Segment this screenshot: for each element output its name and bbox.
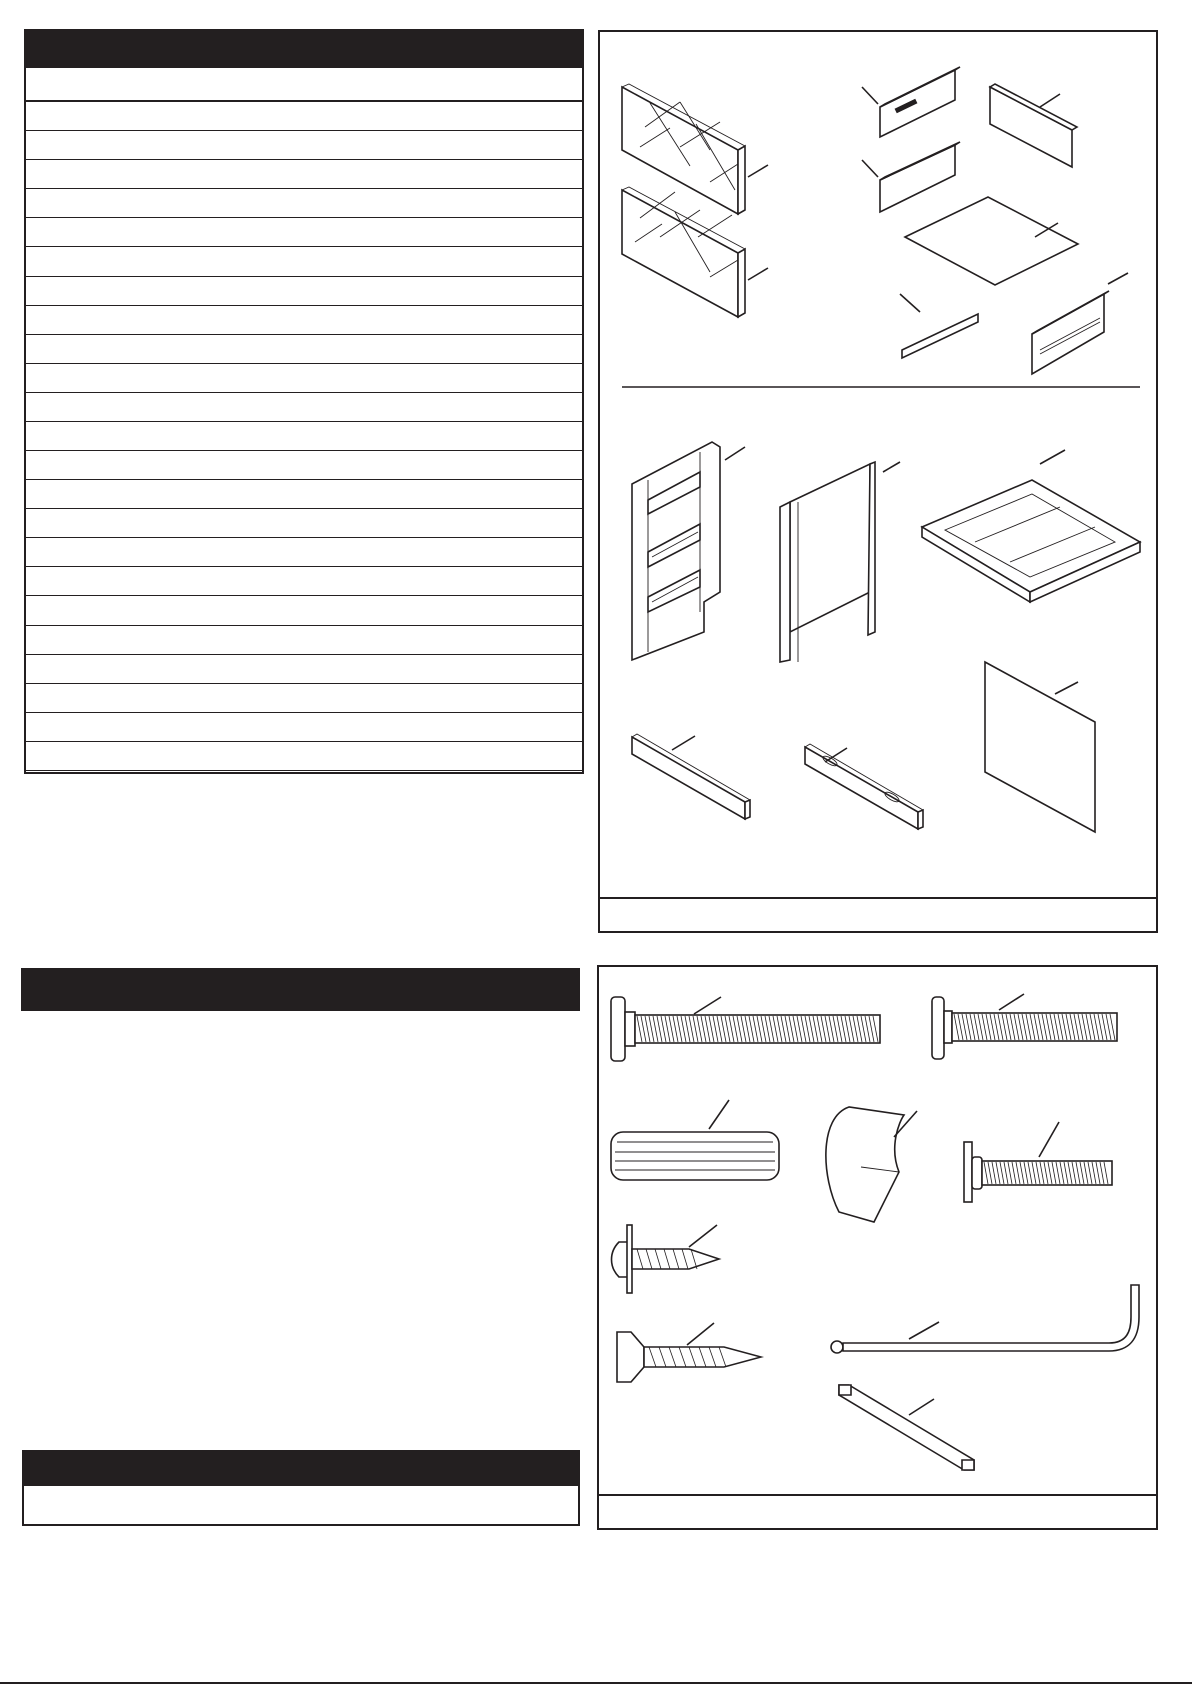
short-bolt-washer <box>964 1142 1112 1202</box>
arrow-n <box>1055 682 1078 694</box>
table-row <box>26 567 582 596</box>
cam-clip <box>826 1107 904 1222</box>
arrow-d <box>862 160 878 177</box>
back-panel <box>985 662 1095 832</box>
table-row <box>26 102 582 131</box>
drawer-slat <box>902 314 978 358</box>
parts-diagram-panel <box>598 30 1158 933</box>
arrow-j <box>883 462 900 472</box>
allen-key <box>831 1285 1139 1353</box>
arrow-i <box>725 447 745 460</box>
table-row <box>26 277 582 306</box>
drawer-bottom <box>905 197 1078 285</box>
table-row <box>26 742 582 771</box>
parts-list-column-header <box>26 68 582 102</box>
long-bolt <box>611 997 880 1061</box>
arrow-short-bolt <box>1039 1122 1059 1157</box>
arrow-e <box>1040 94 1060 107</box>
drawer-handle <box>839 1385 974 1470</box>
medium-bolt <box>932 997 1117 1059</box>
arrow-a <box>748 165 768 177</box>
table-row <box>26 189 582 218</box>
drawer-back <box>990 84 1077 167</box>
arrow-handle <box>909 1399 934 1415</box>
arrow-allen-key <box>909 1322 939 1339</box>
wooden-dowel <box>611 1132 779 1180</box>
arrow-small-screw <box>689 1225 717 1247</box>
wood-screw <box>617 1332 761 1382</box>
parts-list-header-bar <box>26 31 582 68</box>
table-row <box>26 131 582 160</box>
arrow-bolt-long <box>694 997 721 1014</box>
notice-box <box>22 1484 580 1526</box>
table-row <box>26 306 582 335</box>
parts-list-table <box>24 29 584 774</box>
table-row <box>26 451 582 480</box>
stretcher-rail-b <box>805 744 923 829</box>
arrow-k <box>1040 450 1065 464</box>
drawer-front-lower <box>880 142 960 212</box>
table-row <box>26 480 582 509</box>
instructions-header-bar <box>21 968 580 1011</box>
notice-header-bar <box>22 1450 580 1486</box>
table-row <box>26 364 582 393</box>
drawer-side-rail <box>1032 291 1109 374</box>
table-row <box>26 160 582 189</box>
side-panel-right <box>780 462 875 662</box>
table-row <box>26 509 582 538</box>
arrow-dowel <box>709 1100 729 1129</box>
arrow-b <box>748 268 768 280</box>
herringbone-panel-top <box>622 84 745 214</box>
stretcher-rail-a <box>632 734 750 819</box>
table-row <box>26 684 582 713</box>
table-row <box>26 655 582 684</box>
hardware-diagram-panel <box>597 965 1158 1530</box>
drawer-front-upper <box>880 67 960 137</box>
table-row <box>26 218 582 247</box>
arrow-bolt-medium <box>999 994 1024 1010</box>
table-row <box>26 422 582 451</box>
arrow-c <box>862 87 878 104</box>
arrow-g <box>1108 273 1128 284</box>
top-frame <box>922 480 1140 602</box>
table-row <box>26 713 582 742</box>
hardware-diagram <box>599 967 1156 1494</box>
table-row <box>26 393 582 422</box>
table-row <box>26 247 582 276</box>
table-row <box>26 335 582 364</box>
parts-diagram <box>600 32 1156 897</box>
arrow-l <box>672 736 695 750</box>
arrow-h <box>900 294 920 312</box>
hardware-panel-caption <box>599 1494 1156 1528</box>
footer-rule <box>0 1682 1192 1684</box>
side-panel-left <box>632 442 720 660</box>
parts-panel-caption <box>600 897 1156 931</box>
table-row <box>26 538 582 567</box>
table-row <box>26 626 582 655</box>
table-row <box>26 596 582 625</box>
arrow-wood-screw <box>687 1323 714 1345</box>
